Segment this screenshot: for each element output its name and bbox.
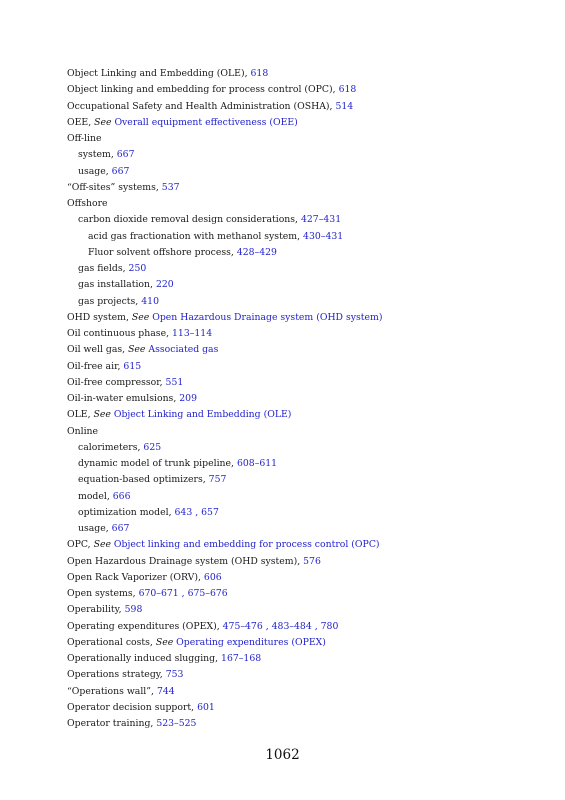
index-list <box>67 66 545 732</box>
entry-term: calorimeters, <box>78 441 144 453</box>
index-entry <box>67 537 545 553</box>
entry-term: Offshore <box>67 198 108 209</box>
entry-term: Oil-in-water emulsions, <box>67 393 180 404</box>
entry-term: Operations strategy, <box>67 669 166 681</box>
entry-term: Off-line <box>67 133 102 144</box>
index-subentry <box>67 521 545 537</box>
page-reference-link[interactable]: 209 <box>179 393 197 404</box>
entry-term: Operationally induced slugging, <box>67 653 222 664</box>
index-entry <box>67 407 545 423</box>
see-reference-label: See <box>93 409 114 421</box>
index-entry <box>67 602 545 618</box>
page-reference-link[interactable]: 113–114 <box>171 328 213 339</box>
see-reference-label: See <box>155 636 177 648</box>
index-entry <box>67 635 545 651</box>
entry-term: Operator decision support, <box>67 701 198 713</box>
entry-term: OLE, <box>67 409 94 421</box>
page-reference-link[interactable]: 606 <box>203 571 222 583</box>
page-reference-link[interactable]: 551 <box>165 376 184 388</box>
entry-term: Operability, <box>67 604 125 616</box>
entry-term: Online <box>67 425 99 437</box>
index-entry <box>67 391 545 407</box>
page-reference-link[interactable]: 410 <box>141 295 159 307</box>
see-reference-label: See <box>94 116 115 128</box>
entry-term: gas installation, <box>78 279 156 291</box>
entry-term: OPC, <box>67 539 94 551</box>
entry-term: Fluor solvent offshore process, <box>88 246 237 258</box>
entry-term: Operational costs, <box>67 636 156 648</box>
page-reference-link[interactable]: 514 <box>335 100 354 112</box>
page-reference-link[interactable]: 475–476 , 483–484 , 780 <box>222 620 339 632</box>
entry-term: Oil well gas, <box>67 344 129 356</box>
entry-term: acid gas fractionation with methanol system, <box>88 230 304 242</box>
cross-reference-link[interactable]: Object Linking and Embedding (OLE) <box>113 409 292 421</box>
page-reference-link[interactable]: 643 , 657 <box>174 506 219 518</box>
index-entry <box>67 99 545 115</box>
index-entry <box>67 651 545 667</box>
index-entry <box>67 424 545 440</box>
index-entry <box>67 684 545 700</box>
entry-term: gas fields, <box>78 263 129 274</box>
page-reference-link[interactable]: 608–611 <box>236 458 278 469</box>
page-reference-link[interactable]: 667 <box>111 523 130 534</box>
index-subentry <box>67 489 545 505</box>
entry-term: “Operations wall”, <box>67 685 157 697</box>
page-reference-link[interactable]: 667 <box>111 165 130 177</box>
index-entry <box>67 716 545 732</box>
index-entry <box>67 375 545 391</box>
entry-term: optimization model, <box>78 506 175 518</box>
index-entry <box>67 586 545 602</box>
entry-term: Operating expenditures (OPEX), <box>67 620 223 632</box>
page-reference-link[interactable]: 601 <box>197 701 215 713</box>
entry-term: Occupational Safety and Health Administration (OSHA), <box>67 100 336 112</box>
entry-term: Oil continuous phase, <box>67 328 172 339</box>
index-subentry <box>67 164 545 180</box>
cross-reference-link[interactable]: Operating expenditures (OPEX) <box>176 636 326 648</box>
entry-term: Oil-free air, <box>67 360 124 372</box>
entry-term: gas projects, <box>78 295 142 307</box>
index-subentry <box>67 245 545 261</box>
entry-term: usage, <box>78 165 112 177</box>
entry-term: “Off-sites” systems, <box>67 181 162 193</box>
entry-term: equation-based optimizers, <box>78 474 209 486</box>
index-entry <box>67 131 545 147</box>
page-reference-link[interactable]: 598 <box>124 604 143 616</box>
index-subentry <box>67 472 545 488</box>
index-entry <box>67 619 545 635</box>
index-entry <box>67 82 545 98</box>
page-reference-link[interactable]: 576 <box>303 555 321 567</box>
page-reference-link[interactable]: 537 <box>161 181 180 193</box>
page-reference-link[interactable]: 250 <box>128 263 147 274</box>
entry-term: Open Rack Vaporizer (ORV), <box>67 571 204 583</box>
entry-term: system, <box>78 149 117 161</box>
index-entry <box>67 66 545 82</box>
entry-term: model, <box>78 490 113 502</box>
page-reference-link[interactable]: 625 <box>143 441 162 453</box>
cross-reference-link[interactable]: Open Hazardous Drainage system (OHD system) <box>152 311 383 323</box>
entry-term: usage, <box>78 523 112 534</box>
index-subentry <box>67 212 545 228</box>
cross-reference-link[interactable]: Object linking and embedding for process control (OPC) <box>113 539 380 551</box>
page-reference-link[interactable]: 618 <box>338 84 357 96</box>
entry-term: OHD system, <box>67 311 132 323</box>
page-reference-link[interactable]: 666 <box>112 490 131 502</box>
entry-term: Open systems, <box>67 588 139 599</box>
index-entry <box>67 310 545 326</box>
page-reference-link[interactable]: 430–431 <box>303 230 344 242</box>
index-entry <box>67 180 545 196</box>
page-reference-link[interactable]: 618 <box>250 68 269 79</box>
entry-term: Operator training, <box>67 718 157 729</box>
page-reference-link[interactable]: 757 <box>208 474 227 486</box>
entry-term: Object Linking and Embedding (OLE), <box>67 68 251 79</box>
entry-term: Open Hazardous Drainage system (OHD system), <box>67 555 304 567</box>
index-entry <box>67 554 545 570</box>
index-entry <box>67 115 545 131</box>
entry-term: dynamic model of trunk pipeline, <box>78 458 237 469</box>
page-reference-link[interactable]: 667 <box>116 149 135 161</box>
entry-term: Object linking and embedding for process control (OPC), <box>67 84 339 96</box>
index-entry <box>67 667 545 683</box>
page-reference-link[interactable]: 427–431 <box>300 214 342 226</box>
page-number: 1062 <box>265 747 300 763</box>
see-reference-label: See <box>128 344 149 356</box>
page-reference-link[interactable]: 753 <box>165 669 184 681</box>
index-subentry <box>67 229 545 245</box>
index-entry <box>67 700 545 716</box>
page-reference-link[interactable]: 220 <box>155 279 174 291</box>
cross-reference-link[interactable]: Associated gas <box>148 344 219 356</box>
index-entry <box>67 196 545 212</box>
page-reference-link[interactable]: 670–671 , 675–676 <box>138 588 228 599</box>
index-entry <box>67 342 545 358</box>
entry-term: OEE, <box>67 116 95 128</box>
index-subentry <box>67 294 545 310</box>
see-reference-label: See <box>93 539 114 551</box>
page-reference-link[interactable]: 428–429 <box>236 246 277 258</box>
page-reference-link[interactable]: 167–168 <box>221 653 262 664</box>
see-reference-label: See <box>131 311 153 323</box>
index-subentry <box>67 147 545 163</box>
page-reference-link[interactable]: 744 <box>156 685 175 697</box>
cross-reference-link[interactable]: Overall equipment effectiveness (OEE) <box>114 116 298 128</box>
index-subentry <box>67 440 545 456</box>
entry-term: Oil-free compressor, <box>67 376 166 388</box>
index-entry <box>67 359 545 375</box>
index-entry <box>67 570 545 586</box>
page-reference-link[interactable]: 523–525 <box>156 718 197 729</box>
index-subentry <box>67 277 545 293</box>
entry-term: carbon dioxide removal design considerations, <box>78 214 301 226</box>
index-entry <box>67 326 545 342</box>
index-subentry <box>67 456 545 472</box>
index-subentry <box>67 505 545 521</box>
index-subentry <box>67 261 545 277</box>
page-reference-link[interactable]: 615 <box>123 360 142 372</box>
